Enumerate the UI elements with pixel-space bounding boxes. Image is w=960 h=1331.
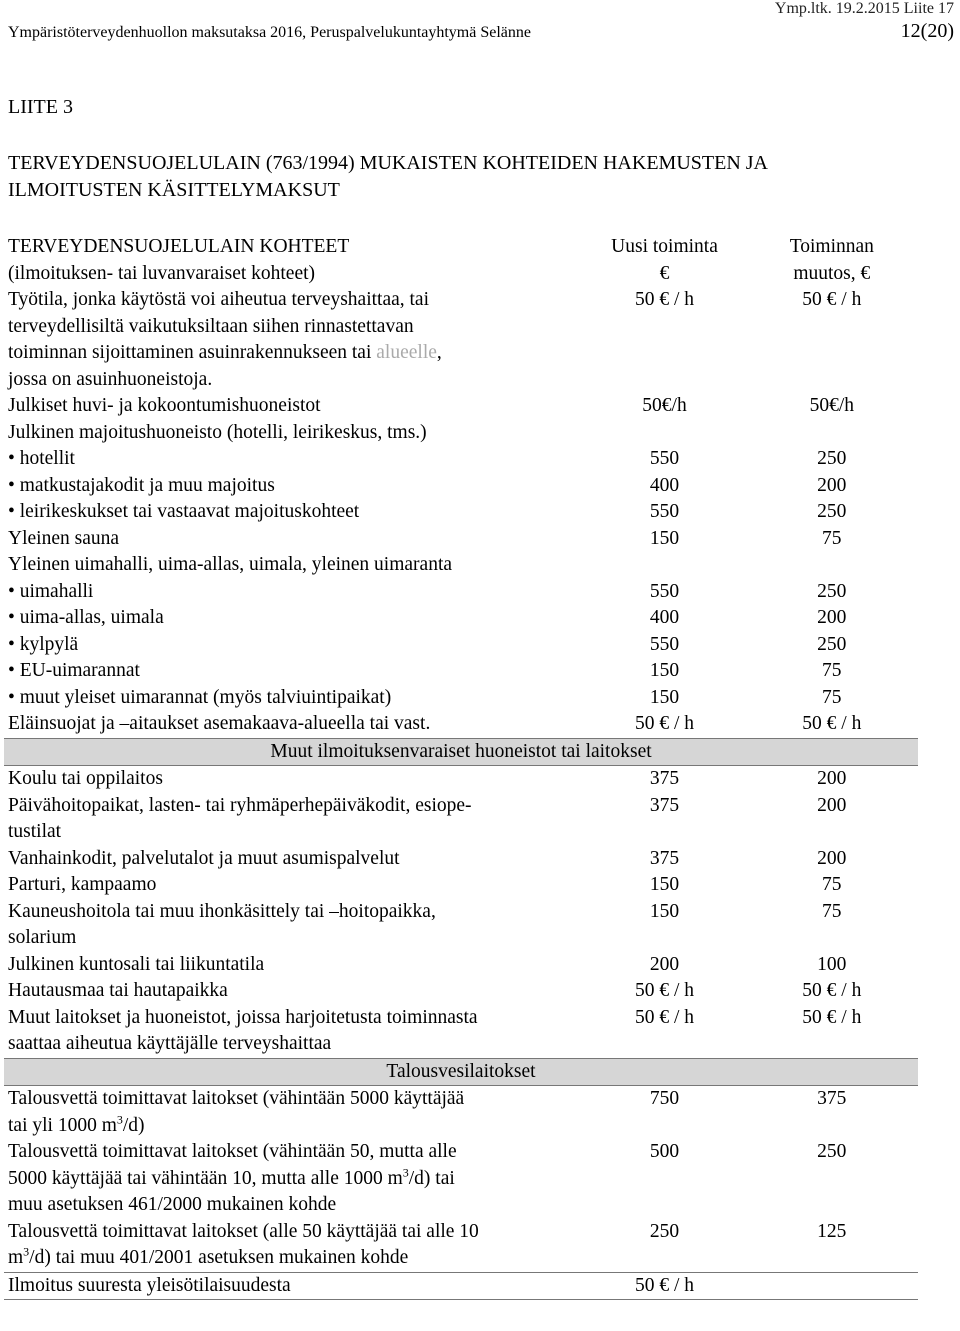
row-label-text: /d): [122, 1114, 145, 1136]
new-fee: 375: [649, 768, 680, 789]
new-fee: 150: [649, 686, 680, 708]
new-fee: 50€/h: [642, 395, 687, 416]
row-label: Julkiset huvi- ja kokoontumishuoneistot: [8, 395, 321, 416]
superscript: 3: [23, 1244, 30, 1259]
table-header-row: [4, 234, 918, 287]
row-label: Julkinen kuntosali tai liikuntatila: [8, 953, 265, 975]
row-label-faded-text: alueelle: [376, 342, 437, 363]
change-fee: 75: [822, 900, 842, 922]
new-fee: 550: [649, 580, 680, 602]
change-fee: 75: [822, 660, 842, 681]
table-row: [4, 393, 918, 420]
row-label: [4, 1139, 583, 1219]
table-row: [4, 632, 918, 659]
row-label-text: 5000 käyttäjää tai vähintään 10, mutta alle 1000 m: [8, 1167, 403, 1189]
row-label-text: toiminnan sijoittaminen asuinrakennukseen tai: [8, 342, 377, 363]
row-label-line: Työtila, jonka käytöstä voi aiheutua terveyshaittaa, tai: [8, 289, 430, 310]
table-row: [4, 711, 918, 738]
bullet-item: • EU-uimarannat: [8, 660, 140, 681]
row-label: [4, 446, 583, 473]
title-line-2: ILMOITUSTEN KÄSITTELYMAKSUT: [8, 179, 340, 201]
change-fee: 75: [822, 874, 842, 895]
row-label-line: [8, 1113, 579, 1140]
row-label-line: terveydellisiltä vaikutuksiltaan siihen rinnastettavan: [8, 315, 414, 337]
row-label: Eläinsuojat ja –aitaukset asemakaava-alueella tai vast.: [8, 713, 431, 734]
change-fee: [746, 1272, 918, 1300]
row-label: Vanhainkodit, palvelutalot ja muut asumispalvelut: [8, 847, 400, 869]
new-fee: 50 € / h: [583, 1272, 745, 1300]
table-row: [4, 1139, 918, 1219]
header-new-activity: [583, 234, 745, 287]
header-change-unit: muutos, €: [793, 262, 871, 284]
new-fee: 50 € / h: [634, 713, 695, 734]
new-fee: 500: [649, 1141, 680, 1162]
bullet-item: • uima-allas, uimala: [8, 607, 164, 628]
change-fee: 50 € / h: [802, 980, 862, 1001]
page-title: [8, 150, 948, 204]
row-label-line: [8, 1166, 579, 1193]
bullet-item: • kylpylä: [8, 634, 78, 655]
row-label: [4, 1219, 583, 1273]
new-fee: 375: [649, 794, 680, 816]
new-fee: 550: [649, 633, 680, 655]
document-header: Ympäristöterveydenhuollon maksutaksa 2016, Peruspalvelukuntayhtymä Selänne: [8, 24, 531, 41]
change-fee: 250: [817, 580, 847, 602]
row-label-line: Talousvettä toimittavat laitokset (alle 50 käyttäjää tai alle 10: [8, 1220, 479, 1242]
fee-table: [4, 234, 918, 1300]
change-fee: 200: [817, 794, 847, 816]
new-fee: 400: [649, 607, 680, 628]
row-label: [4, 1005, 583, 1059]
row-label: Yleinen sauna: [8, 527, 120, 549]
table-row: [4, 446, 918, 473]
row-label-line: Talousvettä toimittavat laitokset (vähintään 5000 käyttäjää: [8, 1088, 465, 1109]
change-fee: 50 € / h: [802, 713, 862, 734]
header-new-unit: €: [659, 262, 670, 284]
row-label: [4, 632, 583, 659]
change-fee: 50 € / h: [802, 1006, 862, 1028]
table-row: [4, 579, 918, 606]
superscript: 3: [402, 1165, 409, 1179]
row-label: [4, 605, 583, 632]
row-label-line: Talousvettä toimittavat laitokset (vähintään 50, mutta alle: [8, 1141, 457, 1162]
change-fee: 100: [817, 953, 847, 975]
section-header-row: [4, 1058, 918, 1086]
table-row: [4, 1086, 918, 1140]
table-row: [4, 793, 918, 846]
header-category-subtitle: (ilmoituksen- tai luvanvaraiset kohteet): [8, 262, 316, 284]
row-label: [4, 658, 583, 685]
table-row: [4, 1005, 918, 1059]
table-row: [4, 952, 918, 979]
table-row: [4, 978, 918, 1005]
table-row: [4, 526, 918, 553]
change-fee: 200: [817, 607, 847, 628]
row-label: Yleinen uimahalli, uima-allas, uimala, yleinen uimaranta: [8, 554, 453, 575]
page-number: 12(20): [900, 20, 954, 42]
change-fee: 200: [817, 474, 847, 496]
row-label-line: [8, 340, 579, 367]
table-row: [4, 473, 918, 500]
row-label: Julkinen majoitushuoneisto (hotelli, leirikeskus, tms.): [8, 421, 427, 443]
table-row: [4, 846, 918, 873]
change-fee: 200: [817, 768, 847, 789]
new-fee: 50 € / h: [634, 1006, 695, 1028]
new-fee: 50 € / h: [634, 980, 695, 1001]
row-label-line: Muut laitokset ja huoneistot, joissa harjoitetusta toiminnasta: [8, 1006, 478, 1028]
row-label-line: solarium: [8, 927, 77, 948]
row-label-line: Kauneushoitola tai muu ihonkäsittely tai –hoitopaikka,: [8, 900, 436, 922]
bullet-item: • matkustajakodit ja muu majoitus: [8, 475, 275, 496]
row-label-text: ,: [436, 342, 442, 363]
new-fee: 150: [649, 874, 680, 895]
new-fee: 375: [649, 847, 680, 869]
change-fee: 375: [817, 1088, 847, 1109]
superscript: 3: [116, 1112, 123, 1126]
change-fee: 50 € / h: [802, 289, 862, 310]
row-label: [4, 473, 583, 500]
bullet-item: • hotellit: [8, 448, 75, 469]
row-label: [4, 899, 583, 952]
new-fee: 400: [649, 474, 680, 496]
new-fee: 750: [649, 1088, 680, 1109]
table-row: [4, 766, 918, 793]
change-fee: 50€/h: [809, 395, 855, 416]
row-label: Ilmoitus suuresta yleisötilaisuudesta: [4, 1272, 583, 1300]
appendix-label: LIITE 3: [8, 96, 73, 118]
new-fee: 550: [649, 448, 680, 469]
header-change-label: Toiminnan: [789, 236, 874, 257]
row-label: [4, 499, 583, 526]
row-label: Hautausmaa tai hautapaikka: [8, 980, 228, 1001]
header-category-title: TERVEYDENSUOJELULAIN KOHTEET: [8, 236, 350, 257]
table-row: [4, 287, 918, 393]
row-label: [4, 287, 583, 393]
row-label-line: saattaa aiheutua käyttäjälle terveyshaittaa: [8, 1033, 332, 1054]
bullet-item: • uimahalli: [8, 581, 93, 602]
new-fee: 250: [649, 1220, 680, 1242]
new-fee: 150: [649, 660, 680, 681]
change-fee: 250: [817, 1141, 847, 1162]
table-row: [4, 872, 918, 899]
new-fee: 150: [649, 527, 680, 549]
header-category: [4, 234, 583, 287]
row-label: Koulu tai oppilaitos: [8, 768, 163, 789]
row-label: [4, 579, 583, 606]
change-fee: 75: [822, 686, 842, 708]
section-header-talousvesi: Talousvesilaitokset: [4, 1058, 918, 1086]
table-row: [4, 552, 918, 579]
new-fee: 550: [649, 501, 680, 522]
row-label-line: Päivähoitopaikat, lasten- tai ryhmäperhepäiväkodit, esiope-: [8, 794, 472, 816]
row-label-line: tustilat: [8, 821, 62, 842]
row-label: [4, 793, 583, 846]
row-label-line: jossa on asuinhuoneistoja.: [8, 368, 213, 390]
document-reference: Ymp.ltk. 19.2.2015 Liite 17: [774, 0, 954, 17]
table-row: [4, 1272, 918, 1300]
title-line-1: TERVEYDENSUOJELULAIN (763/1994) MUKAISTEN KOHTEIDEN HAKEMUSTEN JA: [8, 152, 768, 174]
row-label: [4, 685, 583, 712]
header-new-label: Uusi toiminta: [611, 236, 718, 257]
table-row: [4, 605, 918, 632]
change-fee: 250: [817, 633, 847, 655]
row-label-line: [8, 1245, 579, 1272]
new-fee: 150: [649, 900, 680, 922]
change-fee: 75: [822, 527, 842, 549]
row-label-text: /d) tai muu 401/2001 asetuksen mukainen kohde: [29, 1247, 409, 1268]
bullet-item: • muut yleiset uimarannat (myös talviuintipaikat): [8, 687, 391, 708]
table-row: [4, 499, 918, 526]
row-label-text: m: [8, 1247, 24, 1268]
header-change: [746, 234, 918, 287]
section-header-muut: Muut ilmoituksenvaraiset huoneistot tai laitokset: [4, 738, 918, 766]
table-row: [4, 685, 918, 712]
table-row: [4, 1219, 918, 1273]
row-label-text: /d) tai: [408, 1167, 455, 1189]
change-fee: 250: [817, 448, 847, 469]
new-fee: 200: [649, 953, 680, 975]
change-fee: 200: [817, 847, 847, 869]
change-fee: 250: [817, 501, 847, 522]
row-label-text: tai yli 1000 m: [8, 1114, 117, 1136]
section-header-row: [4, 738, 918, 766]
bullet-item: • leirikeskukset tai vastaavat majoituskohteet: [8, 501, 359, 522]
row-label: Parturi, kampaamo: [8, 874, 157, 895]
new-fee: 50 € / h: [634, 289, 695, 310]
table-row: [4, 899, 918, 952]
change-fee: 125: [817, 1220, 847, 1242]
row-label-line: muu asetuksen 461/2000 mukainen kohde: [8, 1194, 337, 1215]
table-row: [4, 420, 918, 447]
table-row: [4, 658, 918, 685]
row-label: [4, 1086, 583, 1140]
